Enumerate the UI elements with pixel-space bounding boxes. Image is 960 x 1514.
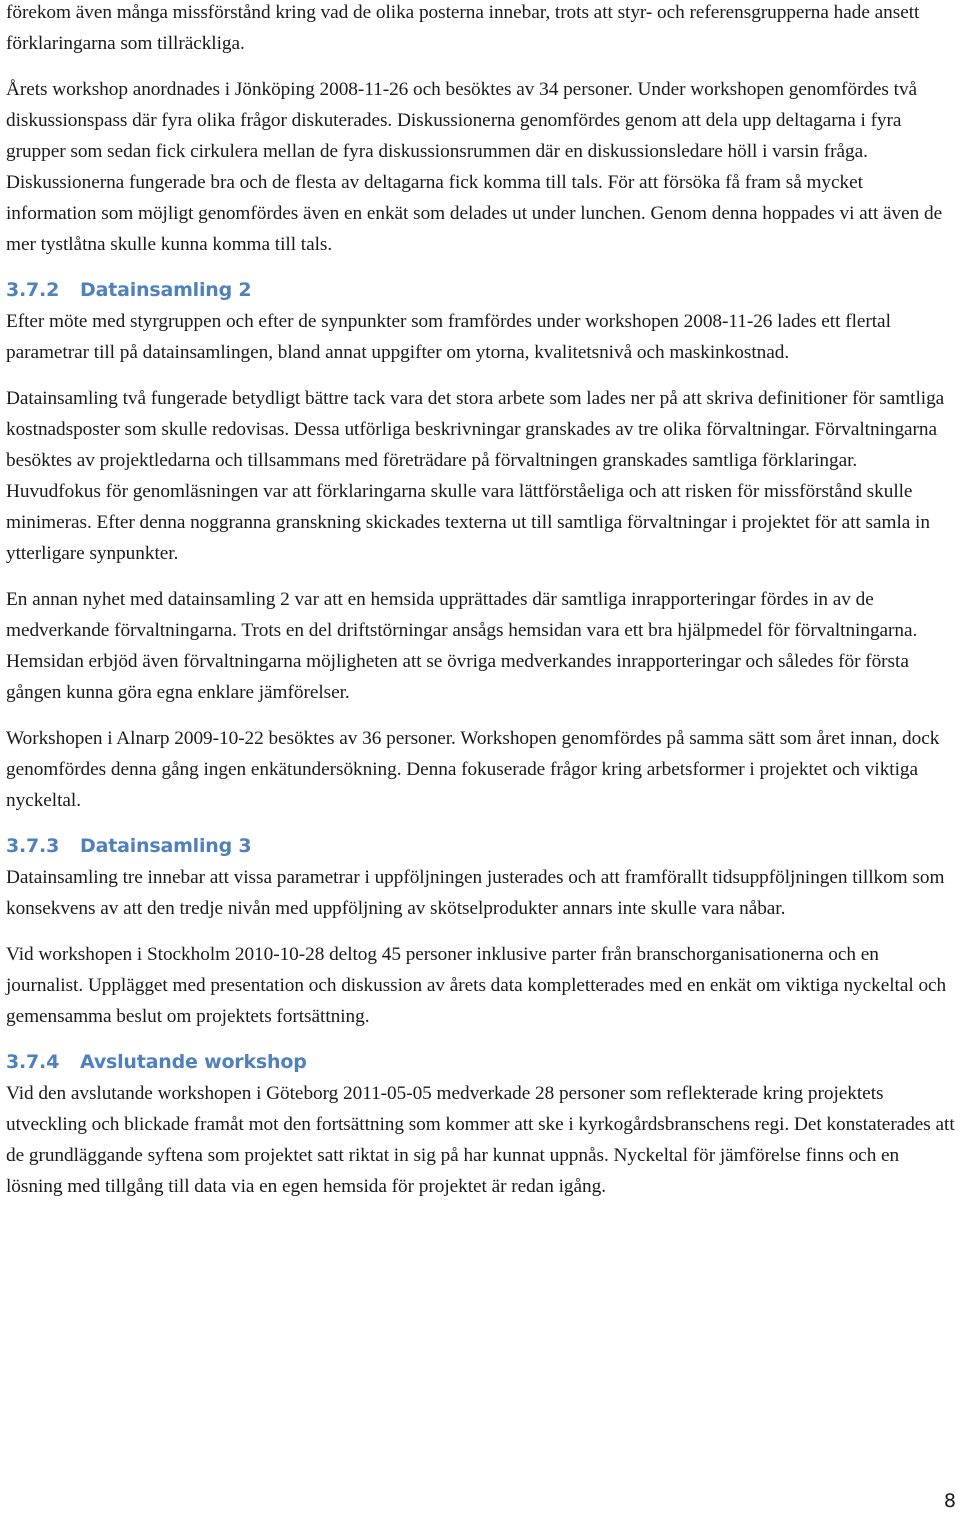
paragraph-ds2-4: Workshopen i Alnarp 2009-10-22 besöktes av 36 personer. Workshopen genomfördes på samma sätt som året innan, dock genomfördes denna gång ingen enkätundersökning. Denna fokuserade frågor kring arbetsformer i projektet och viktiga nyckeltal. — [6, 728, 940, 811]
section-heading-3-7-3 — [6, 831, 956, 862]
paragraph-ds2-2: Datainsamling två fungerade betydligt bättre tack vara det stora arbete som lades ner på att skriva definitioner för samtliga kostnadsposter som skulle redovisas. Dessa utförliga beskrivningar granskades av tre olika förvaltningar. Förvaltningarna besöktes av projektledarna och tillsammans med företrädare på förvaltningen granskades samtliga förklaringar. Huvudfokus för genomläsningen var att förklaringarna skulle vara lättförståeliga och att risken för missförstånd skulle minimeras. Efter denna noggranna granskning skickades texterna ut till samtliga förvaltningar i projektet för att samla in ytterligare synpunkter. — [6, 388, 945, 564]
section-title: Avslutande workshop — [80, 1051, 307, 1073]
page-number: 8 — [943, 1490, 956, 1512]
section-number: 3.7.4 — [6, 1051, 60, 1073]
section-heading-3-7-2 — [6, 275, 956, 306]
paragraph-ds3-2: Vid workshopen i Stockholm 2010-10-28 deltog 45 personer inklusive parter från branschorganisationerna och en journalist. Upplägget med presentation och diskussion av årets data kompletterades med en enkät om viktiga nyckeltal och gemensamma beslut om projektets fortsättning. — [6, 944, 947, 1027]
section-title: Datainsamling 3 — [80, 835, 252, 857]
section-number: 3.7.2 — [6, 279, 60, 301]
paragraph-final-1: Vid den avslutande workshopen i Göteborg 2011-05-05 medverkade 28 personer som reflekterade kring projektets utveckling och blickade framåt mot den fortsättning som kommer att ske i kyrkogårdsbranschens regi. Det konstaterades att de grundläggande syftena som projektet satt riktat in sig på har kunnat uppnås. Nyckeltal för jämförelse finns och en lösning med tillgång till data via en egen hemsida för projektet är redan igång. — [6, 1083, 955, 1197]
paragraph-ds2-3: En annan nyhet med datainsamling 2 var att en hemsida upprättades där samtliga inrapporteringar fördes in av de medverkande förvaltningarna. Trots en del driftstörningar ansågs hemsidan vara ett bra hjälpmedel för förvaltningarna. Hemsidan erbjöd även förvaltningarna möjligheten att se övriga medverkandes inrapporteringar och således för första gången kunna göra egna enklare jämförelser. — [6, 589, 918, 703]
paragraph-ds3-1: Datainsamling tre innebar att vissa parametrar i uppföljningen justerades och att framförallt tidsuppföljningen tillkom som konsekvens av att den tredje nivån med uppföljning av skötselprodukter annars inte skulle vara nåbar. — [6, 867, 945, 919]
document-page — [6, 0, 956, 1202]
section-heading-3-7-4 — [6, 1047, 956, 1078]
section-number: 3.7.3 — [6, 835, 60, 857]
section-title: Datainsamling 2 — [80, 279, 252, 301]
paragraph-workshop-2008: Årets workshop anordnades i Jönköping 2008-11-26 och besöktes av 34 personer. Under workshopen genomfördes två diskussionspass där fyra olika frågor diskuterades. Diskussionerna genomfördes genom att dela upp deltagarna i fyra grupper som sedan fick cirkulera mellan de fyra diskussionsrummen där en diskussionsledare höll i varsin fråga. Diskussionerna fungerade bra och de flesta av deltagarna fick komma till tals. För att försöka få fram så mycket information som möjligt genomfördes även en enkät som delades ut under lunchen. Genom denna hoppades vi att även de mer tystlåtna skulle kunna komma till tals. — [6, 79, 943, 255]
paragraph-intro: förekom även många missförstånd kring vad de olika posterna innebar, trots att styr- och referensgrupperna hade ansett förklaringarna som tillräckliga. — [6, 2, 920, 54]
paragraph-ds2-1: Efter möte med styrgruppen och efter de synpunkter som framfördes under workshopen 2008-11-26 lades ett flertal parametrar till på datainsamlingen, bland annat uppgifter om ytorna, kvalitetsnivå och maskinkostnad. — [6, 311, 891, 363]
